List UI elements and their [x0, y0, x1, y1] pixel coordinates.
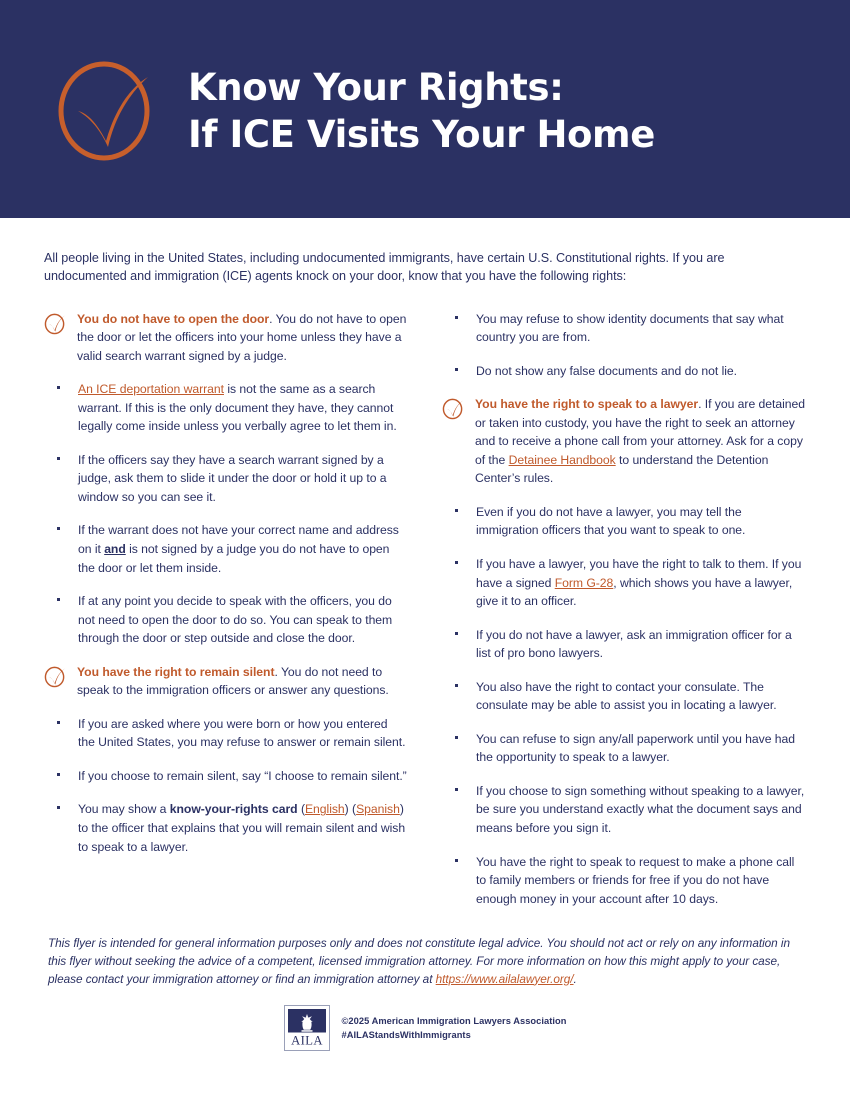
- list-item: [44, 800, 407, 856]
- bullet-icon: [44, 767, 78, 776]
- list-item-text: If you are asked where you were born or how you entered the United States, you may refuse to answer or remain silent.: [78, 716, 406, 750]
- list-item-text: Do not show any false documents and do not lie.: [476, 363, 737, 378]
- lead-text: You have the right to remain silent: [77, 664, 275, 679]
- body-text: . You do not have to open the door or let the officers into your home unless they have a valid search warrant signed by a judge.: [77, 311, 407, 363]
- list-item-text: If you choose to sign something without speaking to a lawyer, be sure you understand exactly what the document says and means before you sign it.: [476, 783, 805, 835]
- list-item-text: Even if you do not have a lawyer, you may tell the immigration officers that you want to speak to one.: [476, 504, 746, 538]
- title-line-1: Know Your Rights:: [188, 65, 564, 109]
- page-header: [0, 0, 850, 218]
- list-item-text: You have the right to speak to request to make a phone call to family members or friends for free if you do not have enough money in your account after 10 days.: [476, 854, 795, 906]
- aila-logo-text: AILA: [290, 1033, 323, 1048]
- bullet-icon: [442, 730, 476, 739]
- lead-text: You have the right to speak to a lawyer: [475, 397, 699, 412]
- copyright-line: ©2025 American Immigration Lawyers Association: [341, 1015, 567, 1026]
- list-item-text: [78, 521, 407, 577]
- footer-text: [342, 1014, 567, 1043]
- list-item: [44, 380, 407, 436]
- list-item-text: You also have the right to contact your consulate. The consulate may be able to assist you in locating a lawyer.: [476, 679, 777, 713]
- spanish-card-link[interactable]: Spanish: [356, 802, 400, 817]
- aila-statue-of-liberty-icon: [284, 1005, 330, 1051]
- bullet-icon: [442, 555, 476, 564]
- body-text-before: If the warrant does not have your correct name and address on it: [78, 523, 399, 556]
- list-item: [44, 592, 407, 648]
- bullet-icon: [44, 451, 78, 460]
- list-item-text: If the officers say they have a search warrant signed by a judge, ask them to slide it under the door or hold it up to a window so you can see it.: [78, 452, 387, 504]
- list-item: [442, 555, 806, 611]
- list-item: [44, 451, 407, 507]
- circle-check-icon: [56, 55, 156, 163]
- list-item-text: [77, 663, 407, 700]
- bullet-icon: [442, 626, 476, 635]
- check-icon: [44, 663, 78, 688]
- ice-deportation-warrant-link[interactable]: An ICE deportation warrant: [78, 382, 224, 397]
- rights-columns: [44, 310, 806, 924]
- list-item: [442, 853, 806, 909]
- bullet-icon: [44, 380, 78, 389]
- disclaimer-text-end: .: [573, 971, 577, 986]
- body-text: is not the same as a search warrant. If this is the only document they have, they cannot legally come inside unless you verbally agree to let them in.: [78, 382, 397, 434]
- bullet-icon: [44, 521, 78, 530]
- list-item-text: [475, 395, 806, 488]
- paren-mid: ) (: [344, 802, 357, 817]
- disclaimer-text: This flyer is intended for general information purposes only and does not constitute legal advice. You should not act or rely on any information in this flyer without seeking the advice of a competent, licensed immigration attorney. For more information on how this might apply to your case, please contact your immigration attorney or find an immigration attorney at: [48, 936, 790, 986]
- list-item: [44, 767, 407, 786]
- list-item: [44, 521, 407, 577]
- body-text: . You do not need to speak to the immigration officers or answer any questions.: [77, 664, 389, 698]
- list-item-text: [476, 555, 806, 611]
- bullet-icon: [442, 310, 476, 319]
- page-title: [188, 64, 655, 159]
- body-text-before: If you have a lawyer, you have the right to talk to them. If you have a signed: [476, 556, 802, 590]
- bullet-icon: [44, 715, 78, 724]
- list-item-text: If at any point you decide to speak with the officers, you do not need to open the door to do so. You can speak to them through the door or step outside and close the door.: [78, 594, 393, 646]
- emphasis-and: and: [104, 541, 126, 556]
- bullet-icon: [442, 503, 476, 512]
- bullet-icon: [442, 362, 476, 371]
- intro-paragraph: All people living in the United States, including undocumented immigrants, have certain U.S. Constitutional rights. If you are undocumented and immigration (ICE) agents knock on your door, know that you have the following rights:: [44, 251, 725, 284]
- body-text-before: You may show a: [78, 802, 170, 817]
- paren-open: (: [297, 802, 305, 817]
- check-icon: [44, 310, 78, 335]
- bullet-icon: [442, 678, 476, 687]
- bullet-icon: [44, 800, 78, 809]
- list-item-text: You can refuse to sign any/all paperwork until you have had the opportunity to speak to a lawyer.: [476, 731, 796, 765]
- list-item-text: If you do not have a lawyer, ask an immigration officer for a list of pro bono lawyers.: [476, 627, 792, 661]
- hashtag-line: #AILAStandsWithImmigrants: [341, 1030, 471, 1041]
- list-item-text: [77, 310, 407, 366]
- list-item: [44, 663, 407, 700]
- right-column: [425, 310, 806, 924]
- body-text-after: , which shows you have a lawyer, give it to an officer.: [476, 575, 793, 609]
- list-item: [44, 715, 407, 752]
- list-item-text: If you choose to remain silent, say “I choose to remain silent.”: [78, 768, 407, 783]
- bullet-icon: [442, 853, 476, 862]
- list-item: [442, 395, 806, 488]
- footer-brand: [44, 1005, 806, 1051]
- list-item-text: [78, 800, 407, 856]
- body-text-before: . If you are detained or taken into custody, you have the right to seek an attorney and to receive a phone call from your attorney. Ask for a copy of the: [475, 397, 805, 467]
- list-item: [442, 503, 806, 540]
- title-line-2: If ICE Visits Your Home: [188, 113, 655, 156]
- list-item: [442, 362, 806, 381]
- page-body: [0, 249, 850, 1051]
- legal-disclaimer: [44, 935, 806, 988]
- list-item: [442, 678, 806, 715]
- list-item-text: [78, 380, 407, 436]
- list-item: [44, 310, 407, 366]
- english-card-link[interactable]: English: [304, 802, 345, 817]
- aila-lawyer-search-link[interactable]: https://www.ailalawyer.org/: [435, 971, 574, 986]
- body-text-after: is not signed by a judge you do not have to open the door or let them inside.: [78, 541, 390, 575]
- bullet-icon: [442, 782, 476, 791]
- list-item: [442, 626, 806, 663]
- list-item: [442, 782, 806, 838]
- check-icon: [442, 395, 476, 420]
- body-text-after: to understand the Detention Center’s rules.: [475, 452, 769, 486]
- list-item: [442, 310, 806, 347]
- bullet-icon: [44, 592, 78, 601]
- form-g28-link[interactable]: Form G-28: [554, 575, 614, 590]
- list-item: [442, 730, 806, 767]
- lead-text: You do not have to open the door: [77, 311, 270, 326]
- body-text-after: ) to the officer that explains that you will remain silent and wish to speak to a lawyer.: [78, 802, 406, 854]
- know-your-rights-card-label: know-your-rights card: [169, 802, 298, 817]
- list-item-text: You may refuse to show identity documents that say what country you are from.: [476, 311, 784, 345]
- left-column: [44, 310, 425, 924]
- detainee-handbook-link[interactable]: Detainee Handbook: [508, 452, 616, 467]
